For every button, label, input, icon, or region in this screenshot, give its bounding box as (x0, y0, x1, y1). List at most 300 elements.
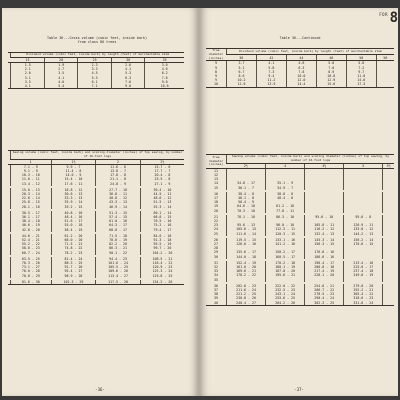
diameter-cell: 15 (214, 185, 218, 190)
table-cell: 7.1 - 9 (11, 164, 52, 169)
diameter-cell: 11 (214, 168, 218, 173)
left-subtitle-line: from class 86 trees (77, 40, 117, 45)
column-header: 35 (145, 57, 184, 62)
table-cell: 170.2 - 18 (266, 261, 305, 265)
table-cell: 55.2 - 22 (11, 242, 52, 246)
table-cell: 15.0 - 13 (11, 188, 52, 192)
table-cell: 86.3 - 10 (266, 215, 305, 219)
diameter-cell: 36 (214, 283, 218, 288)
diameter-cell: 32 (214, 265, 218, 270)
table-cell: 58.0 - 23 (11, 246, 52, 250)
table-cell: 134.2 - 26 (140, 280, 184, 285)
column-header: 1 (11, 159, 52, 164)
column-header: 25 (78, 57, 111, 62)
diameter-cell: 25 (214, 231, 218, 236)
table-cell: 96.0 - 10 (266, 223, 305, 227)
table-cell: 94.4 - 23 (96, 257, 141, 261)
table-cell: 120.9 - 23 (140, 265, 184, 269)
diameter-cell: 21 (214, 214, 218, 219)
table-cell: 232.5 - 23 (266, 288, 305, 292)
table-cell: 133.1 - 16 (266, 238, 305, 242)
table-cell: 95.6 - 10 (305, 215, 344, 219)
diameter-cell: 22 (214, 219, 218, 224)
diameter-cell: 27 (214, 242, 218, 247)
table-cell: 144.2 - 13 (344, 232, 383, 236)
diameter-cell: 20 (214, 208, 218, 213)
table-cell: 7.6 (145, 76, 184, 80)
table-cell: 81.4 - 24 (51, 257, 96, 261)
table-cell: 196.4 - 17 (305, 261, 344, 265)
table-cell: 25.8 - 15 (11, 200, 52, 204)
table-cell: 17.3 (346, 82, 376, 87)
table-cell: 35.9 - 14 (51, 200, 96, 204)
table-cell: 3.3 (78, 67, 111, 71)
table-cell: 10.6 (145, 84, 184, 89)
table-cell: 78.8 - 29 (11, 274, 52, 278)
table-cell: 3.5 (11, 80, 44, 84)
table-cell: 14.4 (286, 82, 316, 87)
right-page-number: -37- (294, 387, 304, 392)
table-cell: 11.8 (346, 74, 376, 78)
table-cell: 23.5 - 8 (140, 177, 184, 181)
table-cell: 68.0 - 20 (51, 238, 96, 242)
table-cell: 34.9 - 7 (266, 186, 305, 190)
diameter-cell: 19 (214, 204, 218, 209)
table-cell: 71.5 - 21 (51, 242, 96, 246)
table-cell: 78.1 - 10 (227, 215, 266, 219)
table-cell: 20.4 - 8 (140, 173, 184, 177)
table-cell: 43.3 - 13 (96, 200, 141, 204)
diameter-cell: 12 (214, 173, 218, 177)
table-cell: 38.8 - 8 (266, 192, 305, 196)
table-cell: 39.2 - 15 (51, 205, 96, 209)
left-top-table (8, 52, 184, 89)
table-cell: 74.8 - 22 (51, 246, 96, 250)
table-cell: 195.6 - 21 (266, 273, 305, 277)
table-cell: 9.0 (111, 84, 144, 89)
table-cell: 318.6 - 23 (344, 296, 383, 300)
table-cell: 44.5 - 11 (140, 192, 184, 196)
table-cell: 86.3 - 21 (96, 246, 141, 250)
table-cell: 1.5 (11, 63, 44, 68)
table-cell: 119.5 - 15 (227, 238, 266, 242)
table-cell: 73.1 - 27 (11, 265, 52, 269)
table-cell: 95.6 - 8 (344, 215, 383, 219)
column-header: 2½ (227, 163, 266, 168)
table-cell: 221.2 - 25 (227, 292, 266, 296)
table-cell: 55.3 - 14 (140, 205, 184, 209)
table-cell: 63.5 - 25 (11, 257, 52, 261)
table-cell: 331.8 - 24 (344, 301, 383, 306)
table-cell: 5.8 (256, 66, 286, 70)
table-cell: 70.3 - 10 (227, 209, 266, 213)
table-cell: 14.6 (346, 78, 376, 82)
table-cell: 4.6 (286, 61, 316, 66)
table-cell: 240.4 - 27 (227, 301, 266, 306)
table-cell: 4.6 (44, 80, 77, 84)
table-cell: 70.3 - 26 (11, 261, 52, 265)
table-cell: 58.4 - 19 (51, 228, 96, 232)
table-cell: 6.3 (286, 66, 316, 70)
table-cell: 28.1 - 16 (11, 205, 52, 209)
diameter-cell: 9 (215, 65, 217, 70)
table-cell: 48.4 - 8 (266, 196, 305, 200)
table-cell: 4.5 (78, 71, 111, 75)
table-row (8, 280, 184, 285)
table-cell: 95.4 - 27 (51, 269, 96, 273)
table-cell: 6.7 (227, 70, 257, 74)
table-cell: 33.3 - 13 (51, 196, 96, 200)
table-cell: 11.4 - 8 (51, 169, 96, 173)
table-cell: 15.6 (316, 82, 346, 87)
table-cell: 42.8 - 20 (11, 228, 52, 232)
column-header: 2 (96, 159, 141, 164)
table-cell: 132.4 - 13 (305, 232, 344, 236)
table-cell: 48.4 - 16 (51, 215, 96, 219)
table-cell: 55.0 - 18 (51, 223, 96, 227)
table-cell: 135.6 - 17 (227, 250, 266, 254)
diameter-cell: 23 (214, 223, 218, 228)
corner-heading: FOR (379, 12, 388, 17)
table-cell: 95.5 - 19 (140, 242, 184, 246)
table-cell: 35.1 - 9 (266, 181, 305, 185)
table-cell: 30.6 - 13 (51, 192, 96, 196)
table-cell: 144.0 - 18 (227, 255, 266, 259)
table-cell: 51.5 - 13 (140, 200, 184, 204)
table-cell: 5.8 (346, 61, 376, 66)
table-cell: 2.1 (11, 67, 44, 71)
table-cell: 36.1 - 17 (11, 215, 52, 219)
table-cell: 95.6 - 13 (227, 223, 266, 227)
table-cell: 278.5 - 23 (305, 292, 344, 296)
table-cell: 99.7 - 20 (140, 246, 184, 250)
table-cell (376, 82, 394, 87)
table-cell: 5.1 (227, 66, 257, 70)
table-cell: 237.4 - 18 (344, 269, 383, 273)
table-cell: 27.1 - 9 (140, 182, 184, 186)
table-cell: 186.6 - 16 (305, 255, 344, 259)
table-cell: 3.5 (44, 71, 77, 75)
table-cell: 11.0 - 11 (11, 177, 52, 181)
table-cell: 264.2 - 26 (266, 301, 305, 306)
table-cell: 90.1 - 22 (96, 251, 141, 255)
table-cell: 211.6 - 24 (227, 288, 266, 292)
table-cell: 91.7 - 26 (51, 265, 96, 269)
table-cell: 46.1 - 8 (227, 196, 266, 200)
table-cell: 7.1 (78, 84, 111, 89)
table-cell: 125.3 - 24 (140, 269, 184, 273)
table-cell: 52.4 - 21 (11, 238, 52, 242)
diameter-cell: 17 (214, 196, 218, 201)
table-cell: 15.4 - 10 (51, 177, 96, 181)
table-cell: 38.4 - 18 (11, 219, 52, 223)
table-cell: 9.0 (145, 80, 184, 84)
table-cell: 176.6 - 16 (305, 250, 344, 254)
table-cell: 113.4 - 27 (96, 274, 141, 278)
table-cell: 9.1 - 9 (11, 169, 52, 173)
left-title-line: Table 36.--Gross volume (cubic feet, inside bark) (46, 36, 148, 40)
table-cell: 266.7 - 22 (305, 288, 344, 292)
table-cell: 4.1 (111, 67, 144, 71)
diameter-cell: 30 (214, 254, 218, 259)
column-header: 56 (376, 54, 394, 60)
table-cell: 30.5 - 17 (11, 211, 52, 215)
table-cell: 64.3 - 17 (96, 223, 141, 227)
column-header: 20 (44, 57, 77, 62)
table-cell: 17.7 - 7 (140, 169, 184, 173)
table-cell: 4.1 (256, 61, 286, 66)
table-cell: 178.2 - 22 (227, 273, 266, 277)
table-cell: 225.6 - 17 (344, 265, 383, 269)
table-cell: 40.8 - 16 (51, 211, 96, 215)
table-cell: 70.5 - 16 (140, 219, 184, 223)
table-cell: 2.7 (44, 67, 77, 71)
diameter-cell: 40 (206, 301, 227, 306)
column-header: 44 (286, 54, 316, 60)
table-cell: 60.1 - 14 (140, 211, 184, 215)
column-header: 36 (227, 54, 257, 60)
table-cell: 161.0 - 20 (227, 265, 266, 269)
table-cell: 48.6 - 12 (140, 196, 184, 200)
table-cell: 222.0 - 22 (266, 284, 305, 288)
table-cell: 5.4 (44, 84, 77, 89)
diameter-cell: 31 (214, 260, 218, 265)
right-top-title: Table 36.--Continued (279, 36, 321, 40)
table-cell: 78.2 - 23 (51, 251, 96, 255)
group-header: Sawlog volume (cubic feet, inside bark) and scaling diameter (inches) of top sawlog, by number of 16-foot logs (227, 155, 395, 164)
table-cell: 10.2 (227, 78, 257, 82)
table-cell: 84.0 - 18 (140, 234, 184, 238)
table-cell: 160.5 - 17 (266, 255, 305, 259)
diameter-cell: 35 (214, 277, 218, 282)
table-cell: 11.2 (256, 78, 286, 82)
table-cell: 82.2 - 20 (96, 242, 141, 246)
table-cell: 68.0 - 17 (96, 228, 141, 232)
table-cell: 75.2 - 16 (140, 223, 184, 227)
table-cell: 4.1 (44, 76, 77, 80)
table-cell (383, 301, 394, 306)
table-cell: 105.5 - 25 (96, 265, 141, 269)
table-cell: 12.9 (316, 78, 346, 82)
table-cell: 228.1 - 20 (305, 273, 344, 277)
table-cell: 27.7 - 10 (96, 188, 141, 192)
table-cell: 50.4 - 9 (227, 200, 266, 204)
column-header: 1½ (51, 159, 96, 164)
table-cell: 24.8 - 9 (96, 182, 141, 186)
table-cell: 17.6 - 11 (51, 182, 96, 186)
table-cell: 88.3 - 25 (51, 261, 96, 265)
table-cell: 61.2 - 10 (266, 204, 305, 208)
corner-number: 8 (389, 10, 398, 26)
table-cell: 7.6 (111, 80, 144, 84)
table-cell: 91.3 - 18 (140, 238, 184, 242)
table-cell: 46.9 - 14 (96, 205, 141, 209)
table-cell: 105.6 - 13 (227, 227, 266, 231)
table-cell: 5.3 (78, 76, 111, 80)
diameter-cell: 24 (214, 227, 218, 232)
table-cell: 150.2 - 17 (266, 250, 305, 254)
table-cell: 9.4 (256, 74, 286, 78)
table-cell: 8.6 (227, 74, 257, 78)
table-cell: 117.5 - 28 (96, 280, 141, 285)
table-cell: 145.3 - 14 (305, 238, 344, 242)
table-cell: 105.8 - 11 (305, 223, 344, 227)
table-cell: 61.2 - 20 (51, 234, 96, 238)
table-cell: 9.7 (346, 70, 376, 74)
diameter-cell: 9 (215, 78, 217, 83)
diameter-cell: 38 (214, 292, 218, 297)
column-header: 4½ (305, 163, 344, 168)
table-cell: 36.1 - 7 (227, 186, 266, 190)
table-cell: 290.4 - 24 (305, 296, 344, 300)
table-cell: 305.4 - 22 (344, 292, 383, 296)
table-cell: 40.8 - 12 (96, 196, 141, 200)
diameter-cell: 10 (206, 82, 227, 87)
table-cell: 230.8 - 26 (227, 296, 266, 300)
diameter-cell: 39 (214, 296, 218, 301)
table-cell: 10.3 - 10 (11, 173, 52, 177)
table-cell: 254.8 - 21 (305, 284, 344, 288)
table-cell: 7.3 (256, 70, 286, 74)
table-cell: 10.0 (286, 74, 316, 78)
table-cell: 12.0 (286, 78, 316, 82)
table-cell: 7.8 (286, 70, 316, 74)
table-cell: 156.2 - 14 (344, 238, 383, 242)
table-cell: 120.3 - 15 (266, 232, 305, 236)
table-cell: 213.4 - 16 (344, 261, 383, 265)
group-header: Dividend volume (cubic feet, inside bark) by length (feet) of merchantable stem (227, 49, 395, 55)
table-cell: 1.9 (44, 63, 77, 68)
column-header: 42 (256, 54, 286, 60)
diameter-cell: 8 (215, 69, 217, 74)
diameter-cell: 9 (215, 61, 217, 66)
table-cell: 13.8 - 7 (96, 169, 141, 173)
table-cell: 11.6 - 6 (96, 164, 141, 169)
left-top-title (22, 36, 172, 45)
table-cell: 3.1 (11, 76, 44, 80)
table-cell: 81.6 - 30 (11, 280, 52, 285)
column-header: 50 (346, 54, 376, 60)
table-cell: 101.6 - 24 (96, 261, 141, 265)
table-cell: 7.2 (346, 66, 376, 70)
table-row (206, 301, 394, 306)
diameter-cell: 33 (214, 269, 218, 274)
table-cell: 4.1 (11, 84, 44, 89)
table-cell: 116.4 - 22 (140, 261, 184, 265)
table-cell: 156.3 - 15 (305, 242, 344, 246)
diameter-cell: 37 (214, 288, 218, 293)
table-cell: 66.8 - 15 (140, 215, 184, 219)
table-cell: 108.5 - 21 (140, 257, 184, 261)
table-cell: 8.9 (316, 70, 346, 74)
diameter-cell: 29 (214, 250, 218, 255)
table-cell: 169.6 - 21 (227, 269, 266, 273)
table-cell: 6.3 (111, 76, 144, 80)
table-cell: 302.3 - 25 (305, 301, 344, 306)
table-cell: 36.8 - 11 (96, 192, 141, 196)
table-cell: 38.4 - 8 (227, 192, 266, 196)
table-cell: 206.8 - 18 (305, 265, 344, 269)
table-cell: 5.3 (111, 71, 144, 75)
right-bottom-table (206, 154, 394, 306)
table-cell: 217.4 - 19 (305, 269, 344, 273)
diameter-cell: 14 (214, 181, 218, 186)
table-cell: 60.7 - 24 (11, 251, 52, 255)
table-cell: 7.0 (316, 66, 346, 70)
table-cell: 78.6 - 19 (96, 238, 141, 242)
table-cell: 253.6 - 25 (266, 296, 305, 300)
table-cell: 111.6 - 14 (227, 232, 266, 236)
table-cell: 15.7 - 6 (140, 164, 184, 169)
table-row (8, 84, 184, 89)
table-cell: 14.0 - 9 (51, 173, 96, 177)
table-cell: 129.8 - 25 (140, 274, 184, 278)
table-cell: 57.4 - 15 (96, 215, 141, 219)
column-header: 2½ (140, 159, 184, 164)
table-cell: 30.4 - 10 (140, 188, 184, 192)
column-header: 46 (316, 54, 346, 60)
left-page (2, 8, 198, 396)
table-cell: 152.4 - 19 (227, 261, 266, 265)
diameter-cell: 28 (214, 246, 218, 251)
table-cell: 249.8 - 19 (344, 273, 383, 277)
column-header: 5½ (383, 163, 394, 168)
table-cell: 4.6 (145, 67, 184, 71)
table-cell: 102.3 - 29 (51, 280, 96, 285)
group-header: Sawlog volume (cubic feet, inside bark) and scaling diameter (inches) of top sawlog, by number of 16-foot logs (11, 151, 185, 160)
table-cell: 6.2 (145, 71, 184, 75)
table-cell: 2.3 (78, 63, 111, 68)
table-cell: 133.8 - 12 (344, 227, 383, 231)
table-cell: 40.6 - 19 (11, 223, 52, 227)
table-cell: 126.6 - 16 (227, 242, 266, 246)
table-cell: 12.6 (227, 82, 257, 87)
table-cell: 202.0 - 23 (227, 284, 266, 288)
table-cell: 180.1 - 19 (266, 265, 305, 269)
table-cell: 5.0 (316, 61, 346, 66)
column-header: 15 (11, 57, 44, 62)
table-cell: 98.9 - 28 (51, 274, 96, 278)
table-cell: 120.9 - 11 (344, 223, 383, 227)
table-row (206, 82, 394, 87)
left-page-number: -36- (95, 387, 105, 392)
table-cell: 51.3 - 15 (96, 211, 141, 215)
table-cell: 34.8 - 17 (227, 181, 266, 185)
right-top-table (206, 48, 394, 88)
left-bottom-table (8, 150, 184, 285)
table-cell: 187.8 - 20 (266, 269, 305, 273)
table-cell: 79.4 - 17 (140, 228, 184, 232)
diameter-cell: 16 (214, 191, 218, 196)
table-cell: 2.6 (111, 63, 144, 68)
table-cell: 2.6 (11, 71, 44, 75)
table-cell: 9.9 - 7 (51, 164, 96, 169)
table-cell: 61.0 - 16 (96, 219, 141, 223)
table-cell: 279.0 - 20 (344, 284, 383, 288)
column-header: 4 (266, 163, 305, 168)
table-cell: 51.6 - 17 (51, 219, 96, 223)
table-cell: 292.2 - 21 (344, 288, 383, 292)
table-cell: 13.4 - 12 (11, 182, 52, 186)
table-cell: 116.2 - 12 (305, 227, 344, 231)
table-cell: 21.1 - 8 (96, 177, 141, 181)
diameter-cell: 26 (214, 237, 218, 242)
table-cell: 3.7 (227, 61, 257, 66)
table-cell: 6.1 (78, 80, 111, 84)
diameter-cell: 13 (214, 177, 218, 182)
table-cell: 71.5 - 18 (96, 234, 141, 238)
right-page (200, 8, 398, 396)
